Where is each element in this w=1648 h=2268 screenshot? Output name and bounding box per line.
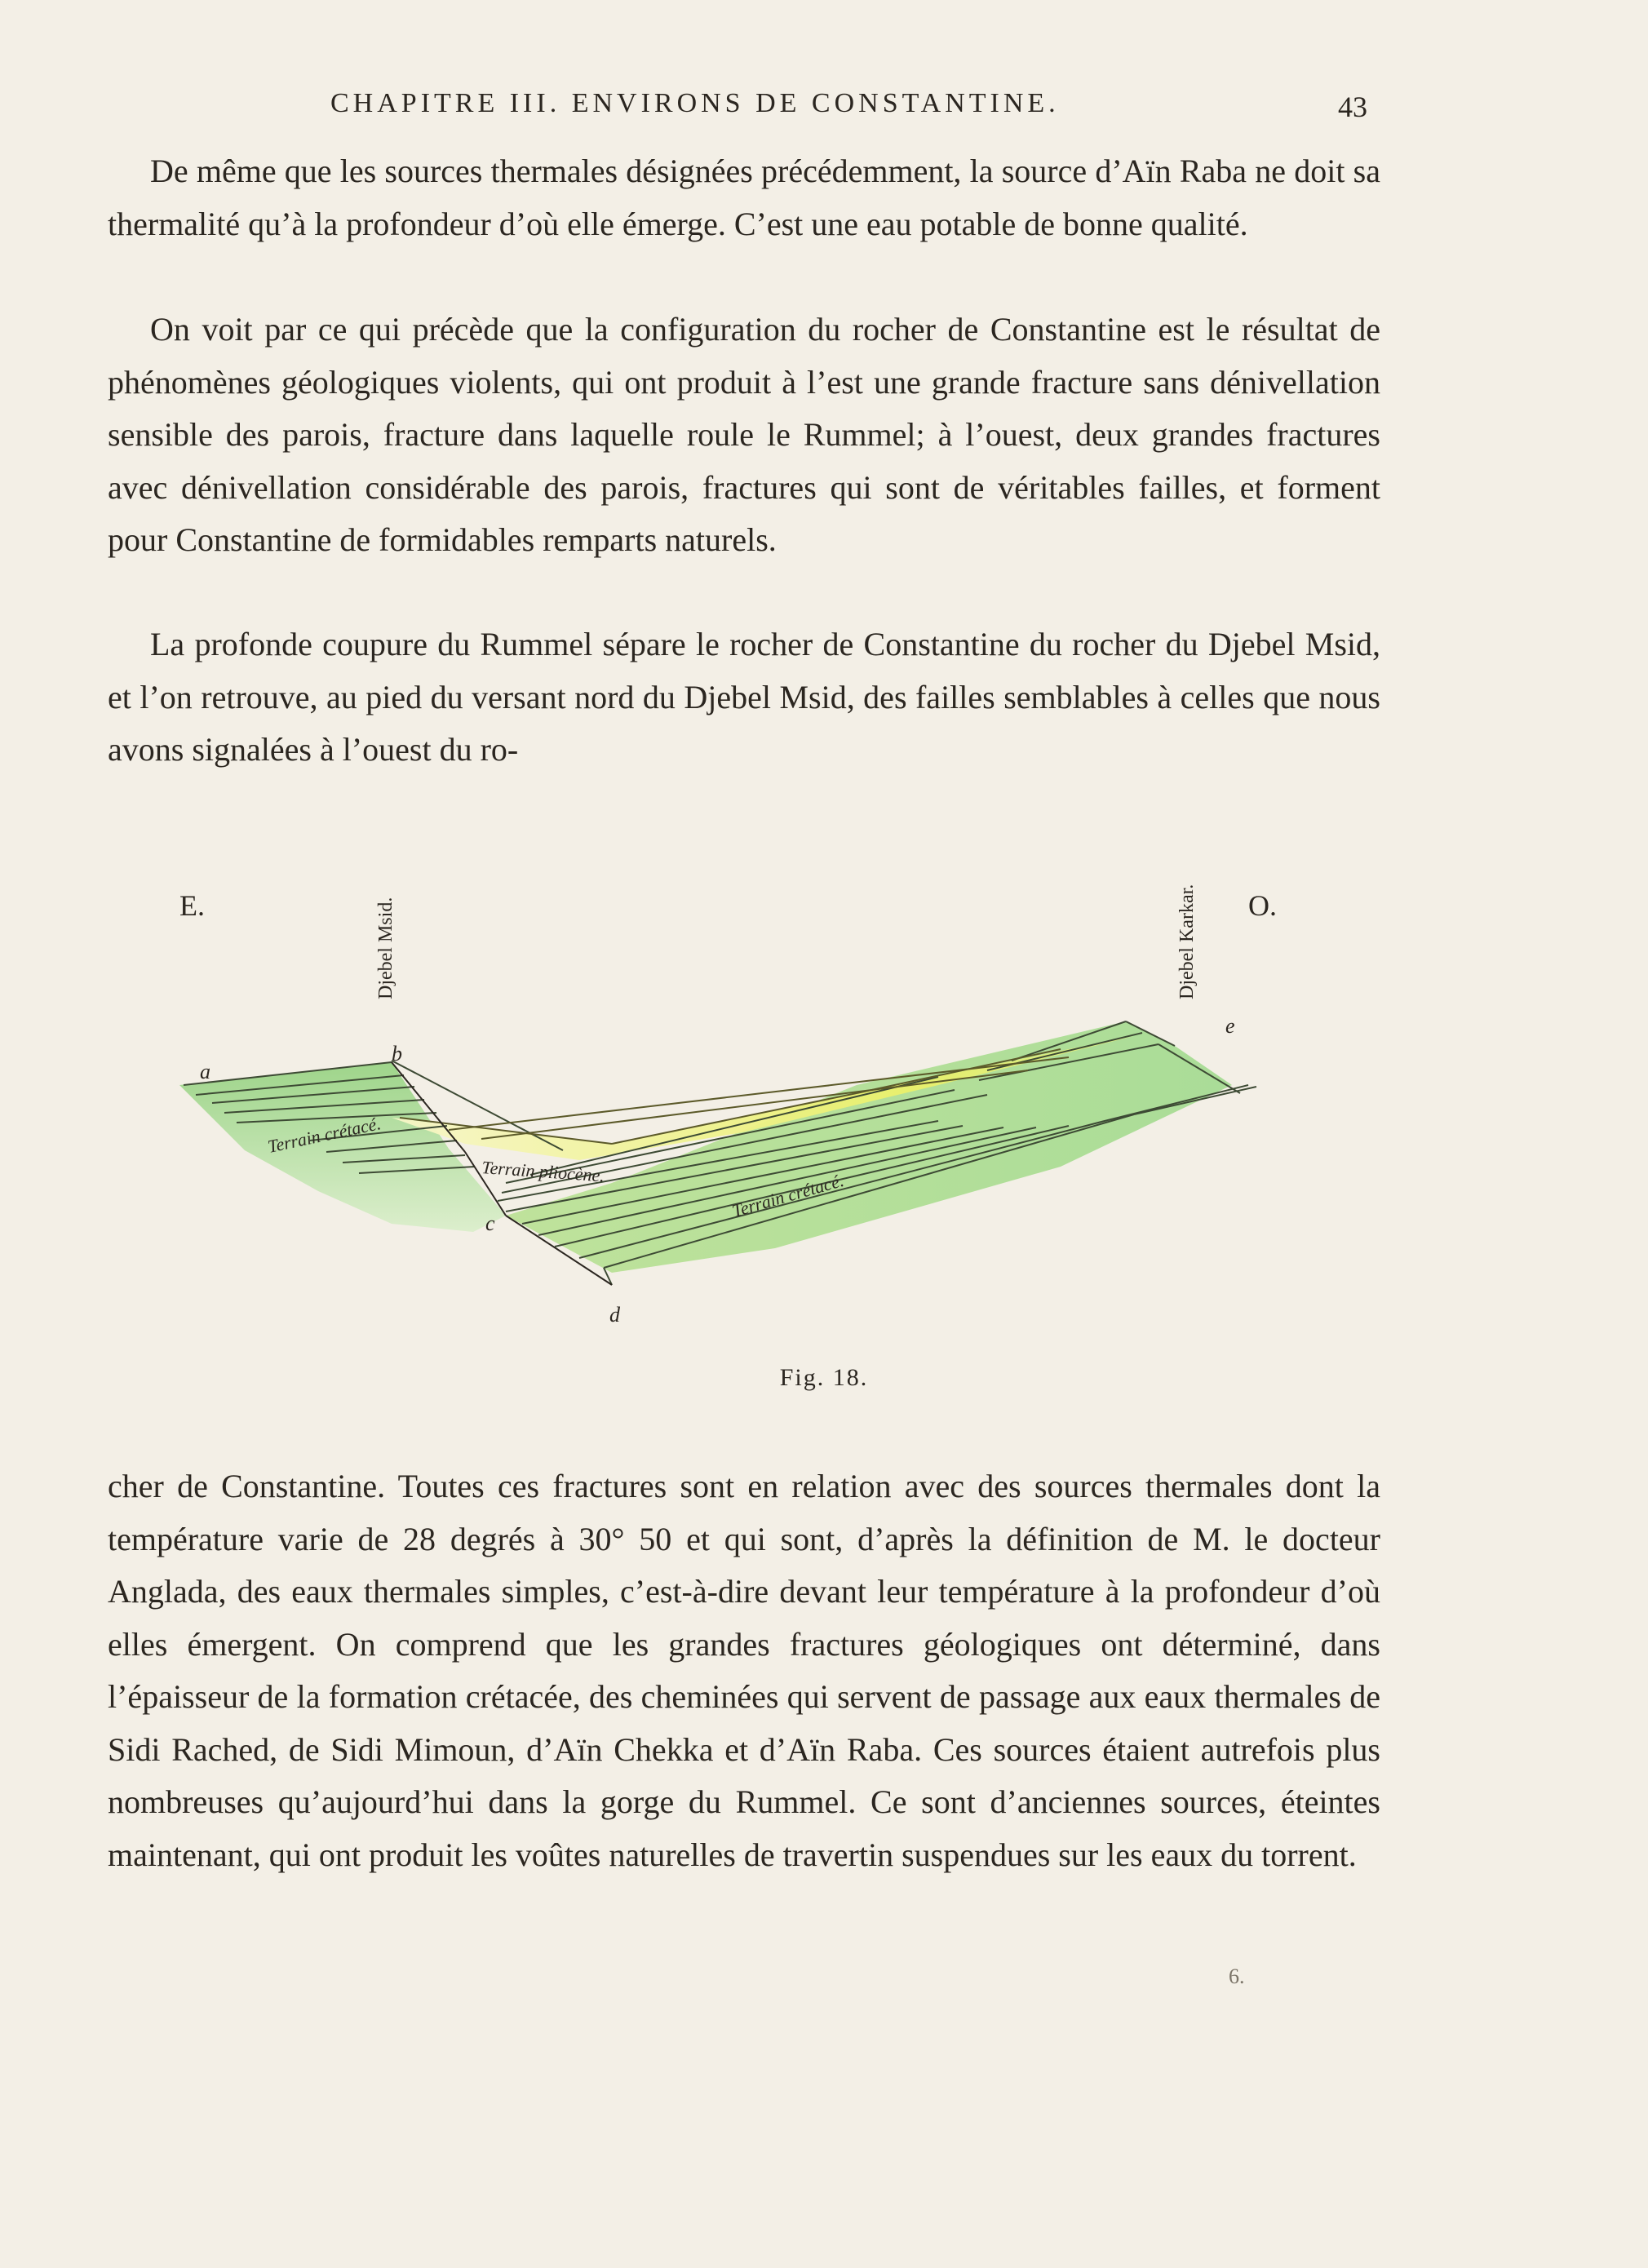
point-a-label: a	[200, 1060, 210, 1083]
paragraph-2: On voit par ce qui précède que la configuration du rocher de Constantine est le résultat de phénomènes géologiques violents, qui ont produit à l’est une grande fracture sans dénivellation sensible des parois, fracture dans laquelle roule le Rummel; à l’ouest, deux grandes fractures avec dénivellation considérable des parois, fractures qui sont de véritables failles, et forment pour Constantine de formidables remparts naturels.	[108, 311, 1380, 558]
paragraph-3: La profonde coupure du Rummel sépare le rocher de Constantine du rocher du Djebel Msid, et l’on retrouve, au pied du versant nord du Djebel Msid, des failles semblables à celles que nous avons signalées à l’ouest du ro-	[108, 626, 1380, 768]
point-d-label: d	[609, 1303, 620, 1327]
sheet-signature: 6.	[1229, 1965, 1245, 1988]
point-c-label: c	[485, 1212, 495, 1235]
point-e-label: e	[1225, 1014, 1235, 1038]
djebel-karkar-label: Djebel Karkar.	[1176, 884, 1198, 999]
page-number: 43	[1338, 91, 1367, 123]
left-cretaceous-block	[179, 1062, 506, 1232]
west-label: O.	[1248, 889, 1277, 922]
geological-section-figure	[122, 840, 1362, 1330]
terrain-cretace-right-label: Terrain crétacé.	[729, 1169, 846, 1221]
chapter-title: CHAPITRE III. ENVIRONS DE CONSTANTINE.	[330, 88, 1060, 118]
terrain-cretace-left-label: Terrain crétacé.	[265, 1113, 383, 1157]
section-diagram	[122, 840, 1362, 1330]
paragraph-4: cher de Constantine. Toutes ces fractures sont en relation avec des sources thermales dont la température varie de 28 degrés à 30° 50 et qui sont, d’après la définition de M. le docteur Anglada, des eaux thermales simples, c’est-à-dire devant leur température à la profondeur d’où elles émergent. On comprend que les grandes fractures géologiques ont déterminé, dans l’épaisseur de la formation crétacée, des cheminées qui servent de passage aux eaux thermales de Sidi Rached, de Sidi Mimoun, d’Aïn Chekka et d’Aïn Raba. Ces sources étaient autrefois plus nombreuses qu’aujourd’hui dans la gorge du Rummel. Ce sont d’anciennes sources, éteintes maintenant, qui ont produit les voûtes naturelles de travertin suspendues sur les eaux du torrent.	[108, 1468, 1380, 1873]
djebel-msid-label: Djebel Msid.	[375, 897, 396, 999]
running-header	[0, 88, 1648, 129]
east-label: E.	[179, 889, 205, 922]
terrain-pliocene-label: Terrain pliocène.	[481, 1157, 605, 1186]
figure-caption: Fig. 18.	[779, 1364, 869, 1391]
paragraph-1: De même que les sources thermales désignées précédemment, la source d’Aïn Raba ne doit sa thermalité qu’à la profondeur d’où elle émerge. C’est une eau potable de bonne qualité.	[108, 153, 1380, 242]
point-b-label: b	[392, 1042, 402, 1065]
